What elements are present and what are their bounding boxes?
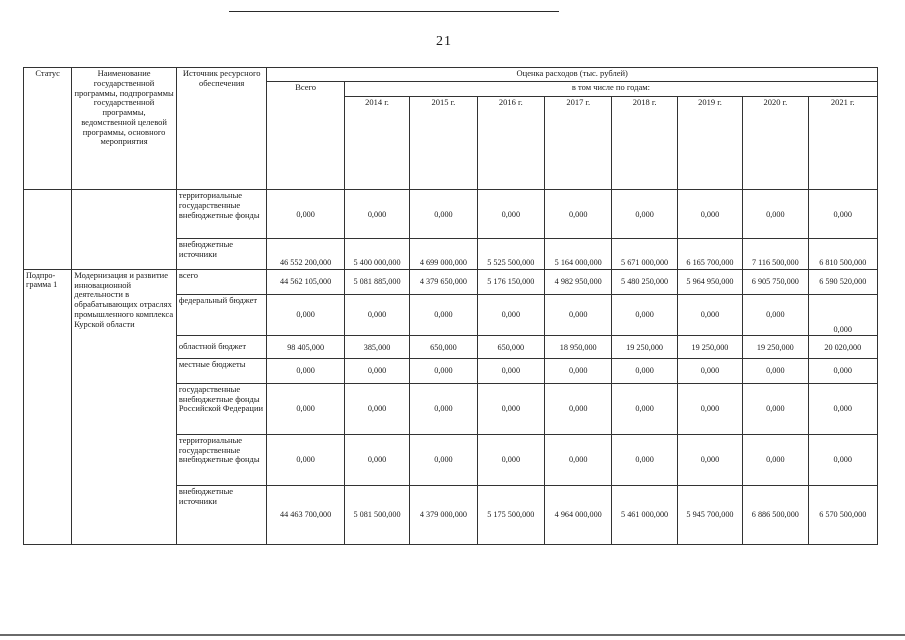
year-value-cell: 0,000 xyxy=(410,383,477,434)
year-value-cell: 0,000 xyxy=(545,383,612,434)
year-value-cell: 4 699 000,000 xyxy=(410,239,477,270)
header-source: Источник ресурсного обеспечения xyxy=(176,68,267,190)
total-cell: 98 405,000 xyxy=(267,336,344,359)
header-year: 2014 г. xyxy=(344,96,409,190)
subprogram-name: Модернизация и развитие инновационной деятельности в обрабатывающих отраслях промышленного комплекса Курской области xyxy=(72,269,177,544)
year-value-cell: 5 461 000,000 xyxy=(612,485,677,544)
source-cell: федеральный бюджет xyxy=(176,295,267,336)
year-value-cell: 0,000 xyxy=(677,359,742,383)
year-value-cell: 0,000 xyxy=(477,359,544,383)
year-value-cell: 5 081 500,000 xyxy=(344,485,409,544)
year-value-cell: 0,000 xyxy=(808,383,877,434)
header-year: 2016 г. xyxy=(477,96,544,190)
year-value-cell: 20 020,000 xyxy=(808,336,877,359)
year-value-cell: 0,000 xyxy=(612,383,677,434)
total-cell: 0,000 xyxy=(267,434,344,485)
year-value-cell: 5 964 950,000 xyxy=(677,269,742,294)
year-value-cell: 0,000 xyxy=(677,190,742,239)
source-cell: территориальные государственные внебюджетные фонды xyxy=(176,434,267,485)
year-value-cell: 0,000 xyxy=(612,190,677,239)
header-estimate: Оценка расходов (тыс. рублей) xyxy=(267,68,878,82)
year-value-cell: 0,000 xyxy=(410,359,477,383)
year-value-cell: 0,000 xyxy=(612,295,677,336)
header-year: 2015 г. xyxy=(410,96,477,190)
year-value-cell: 18 950,000 xyxy=(545,336,612,359)
year-value-cell: 0,000 xyxy=(477,295,544,336)
year-value-cell: 0,000 xyxy=(410,295,477,336)
year-value-cell: 650,000 xyxy=(477,336,544,359)
year-value-cell: 0,000 xyxy=(545,295,612,336)
year-value-cell: 650,000 xyxy=(410,336,477,359)
scan-edge-top xyxy=(229,11,559,12)
total-cell: 0,000 xyxy=(267,190,344,239)
year-value-cell: 5 400 000,000 xyxy=(344,239,409,270)
source-cell: областной бюджет xyxy=(176,336,267,359)
header-year: 2021 г. xyxy=(808,96,877,190)
year-value-cell: 19 250,000 xyxy=(677,336,742,359)
year-value-cell: 5 671 000,000 xyxy=(612,239,677,270)
year-value-cell: 0,000 xyxy=(344,295,409,336)
year-value-cell: 6 165 700,000 xyxy=(677,239,742,270)
header-by-years: в том числе по годам: xyxy=(344,82,877,96)
total-cell: 0,000 xyxy=(267,383,344,434)
year-value-cell: 5 525 500,000 xyxy=(477,239,544,270)
total-cell: 44 562 105,000 xyxy=(267,269,344,294)
header-year: 2020 г. xyxy=(743,96,808,190)
status-cell-empty xyxy=(24,190,72,269)
year-value-cell: 0,000 xyxy=(743,383,808,434)
year-value-cell: 7 116 500,000 xyxy=(743,239,808,270)
scan-edge-bottom xyxy=(0,634,905,636)
year-value-cell: 4 379 000,000 xyxy=(410,485,477,544)
year-value-cell: 0,000 xyxy=(743,359,808,383)
year-value-cell: 5 480 250,000 xyxy=(612,269,677,294)
total-cell: 0,000 xyxy=(267,295,344,336)
year-value-cell: 0,000 xyxy=(677,295,742,336)
year-value-cell: 0,000 xyxy=(344,190,409,239)
year-value-cell: 0,000 xyxy=(477,190,544,239)
year-value-cell: 0,000 xyxy=(477,383,544,434)
header-total: Всего xyxy=(267,82,344,190)
year-value-cell: 0,000 xyxy=(344,434,409,485)
year-value-cell: 0,000 xyxy=(743,190,808,239)
table-body xyxy=(24,68,878,545)
year-value-cell: 6 810 500,000 xyxy=(808,239,877,270)
page-number: 21 xyxy=(436,34,452,49)
header-year: 2018 г. xyxy=(612,96,677,190)
year-value-cell: 0,000 xyxy=(545,359,612,383)
year-value-cell: 6 905 750,000 xyxy=(743,269,808,294)
year-value-cell: 0,000 xyxy=(743,434,808,485)
source-cell: территориальные государственные внебюджетные фонды xyxy=(176,190,267,239)
year-value-cell: 6 886 500,000 xyxy=(743,485,808,544)
year-value-cell: 4 964 000,000 xyxy=(545,485,612,544)
year-value-cell: 0,000 xyxy=(612,359,677,383)
year-value-cell: 5 945 700,000 xyxy=(677,485,742,544)
table-row xyxy=(24,190,878,239)
year-value-cell: 0,000 xyxy=(612,434,677,485)
source-cell: местные бюджеты xyxy=(176,359,267,383)
year-value-cell: 4 982 950,000 xyxy=(545,269,612,294)
year-value-cell: 0,000 xyxy=(743,295,808,336)
year-value-cell: 0,000 xyxy=(808,359,877,383)
table-row xyxy=(24,269,878,294)
source-cell: внебюджетные источники xyxy=(176,239,267,270)
year-value-cell: 385,000 xyxy=(344,336,409,359)
header-year: 2017 г. xyxy=(545,96,612,190)
year-value-cell: 0,000 xyxy=(545,190,612,239)
name-cell-empty xyxy=(72,190,177,269)
year-value-cell: 5 081 885,000 xyxy=(344,269,409,294)
expense-estimate-table xyxy=(23,67,878,545)
year-value-cell: 6 570 500,000 xyxy=(808,485,877,544)
year-value-cell: 0,000 xyxy=(808,434,877,485)
year-value-cell: 0,000 xyxy=(344,383,409,434)
year-value-cell: 19 250,000 xyxy=(612,336,677,359)
year-value-cell: 0,000 xyxy=(410,434,477,485)
header-name: Наименование государственной программы, подпрограммы государственной программы, ведомственной целевой программы, основного мероприятия xyxy=(72,68,177,190)
source-cell: внебюджетные источники xyxy=(176,485,267,544)
year-value-cell: 0,000 xyxy=(677,383,742,434)
year-value-cell: 0,000 xyxy=(808,295,877,336)
year-value-cell: 5 175 500,000 xyxy=(477,485,544,544)
year-value-cell: 0,000 xyxy=(545,434,612,485)
year-value-cell: 6 590 520,000 xyxy=(808,269,877,294)
year-value-cell: 0,000 xyxy=(808,190,877,239)
year-value-cell: 0,000 xyxy=(677,434,742,485)
header-year: 2019 г. xyxy=(677,96,742,190)
year-value-cell: 5 176 150,000 xyxy=(477,269,544,294)
total-cell: 0,000 xyxy=(267,359,344,383)
year-value-cell: 5 164 000,000 xyxy=(545,239,612,270)
year-value-cell: 4 379 650,000 xyxy=(410,269,477,294)
source-cell: государственные внебюджетные фонды Российской Федерации xyxy=(176,383,267,434)
year-value-cell: 0,000 xyxy=(477,434,544,485)
subprogram-status: Подпро-грамма 1 xyxy=(24,269,72,544)
year-value-cell: 0,000 xyxy=(344,359,409,383)
year-value-cell: 19 250,000 xyxy=(743,336,808,359)
year-value-cell: 0,000 xyxy=(410,190,477,239)
total-cell: 46 552 200,000 xyxy=(267,239,344,270)
total-cell: 44 463 700,000 xyxy=(267,485,344,544)
source-cell: всего xyxy=(176,269,267,294)
header-status: Статус xyxy=(24,68,72,190)
